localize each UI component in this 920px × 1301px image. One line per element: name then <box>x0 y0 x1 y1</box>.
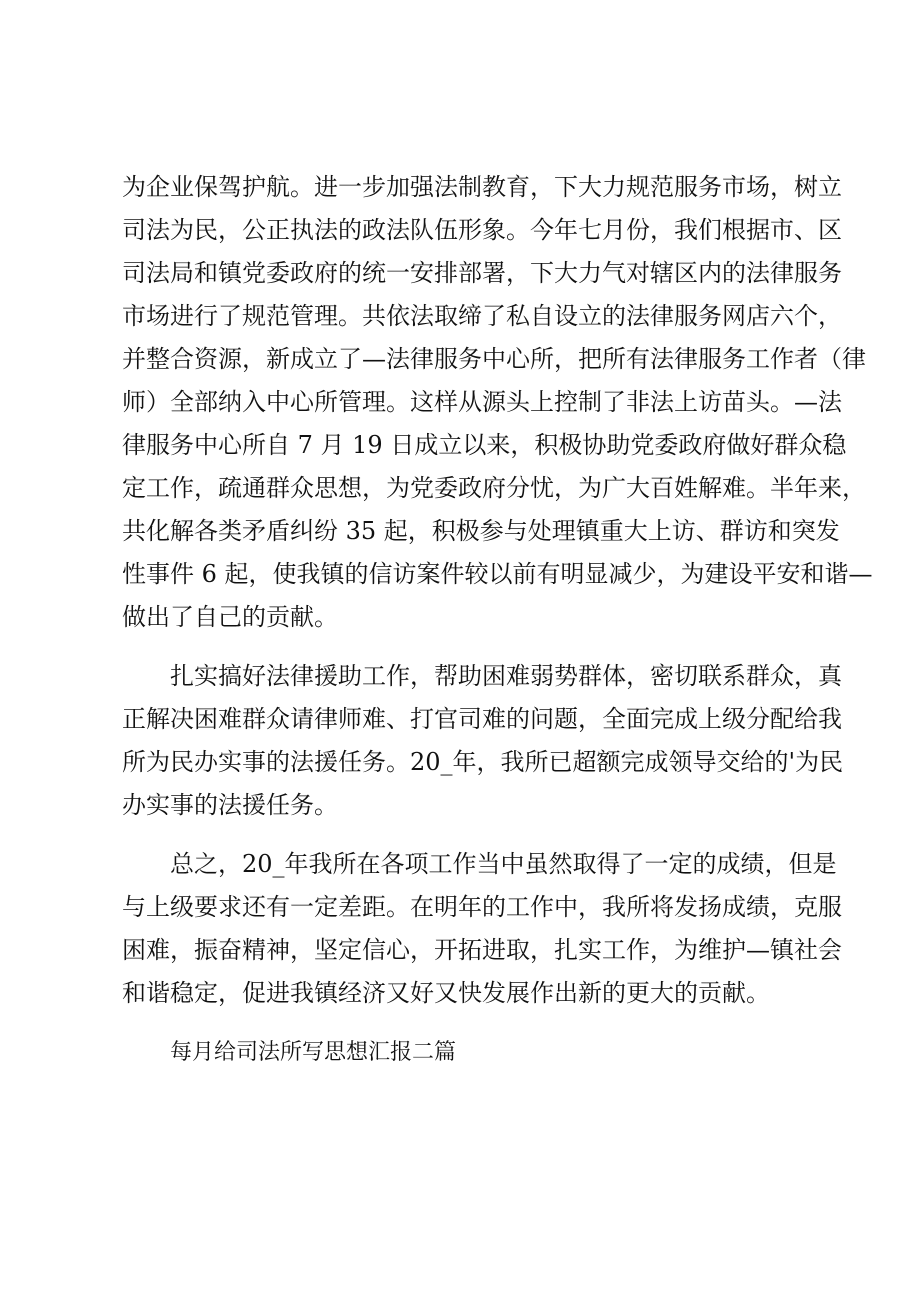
text-line: 司法为民，公正执法的政法队伍形象。今年七月份，我们根据市、区 <box>122 216 842 244</box>
paragraph-gap <box>122 1015 822 1031</box>
paragraph-2 <box>122 655 844 827</box>
text-line: 律服务中心所自 7 月 19 日成立以来，积极协助党委政府做好群众稳 <box>122 431 847 459</box>
text-line: 所为民办实事的法援任务。20_年，我所已超额完成领导交给的'为民 <box>122 748 844 776</box>
text-line: 司法局和镇党委政府的统一安排部署，下大力气对辖区内的法律服务 <box>122 259 842 287</box>
text-line: 办实事的法援任务。 <box>122 791 338 819</box>
section-heading: 每月给司法所写思想汇报二篇 <box>170 1040 457 1065</box>
text-line: 并整合资源，新成立了—法律服务中心所，把所有法律服务工作者（律 <box>122 345 866 373</box>
text-line: 总之，20_年我所在各项工作当中虽然取得了一定的成绩，但是 <box>170 850 837 878</box>
paragraph-gap <box>122 827 822 843</box>
text-line: 定工作，疏通群众思想，为党委政府分忧，为广大百姓解难。半年来， <box>122 474 866 502</box>
text-line: 为企业保驾护航。进一步加强法制教育，下大力规范服务市场，树立 <box>122 173 842 201</box>
text-line: 共化解各类矛盾纠纷 35 起，积极参与处理镇重大上访、群访和突发 <box>122 517 840 545</box>
text-line: 做出了自己的贡献。 <box>122 603 338 631</box>
paragraph-gap <box>122 639 822 655</box>
text-line: 市场进行了规范管理。共依法取缔了私自设立的法律服务网店六个， <box>122 302 842 330</box>
text-line: 困难，振奋精神，坚定信心，开拓进取，扎实工作，为维护—镇社会 <box>122 936 842 964</box>
text-line: 正解决困难群众请律师难、打官司难的问题，全面完成上级分配给我 <box>122 705 842 733</box>
text-line: 与上级要求还有一定差距。在明年的工作中，我所将发扬成绩，克服 <box>122 893 842 921</box>
text-line: 师）全部纳入中心所管理。这样从源头上控制了非法上访苗头。—法 <box>122 388 842 416</box>
paragraph-1 <box>122 166 873 639</box>
paragraph-3 <box>122 843 842 1015</box>
text-line: 和谐稳定，促进我镇经济又好又快发展作出新的更大的贡献。 <box>122 979 770 1007</box>
document-body <box>122 166 873 1074</box>
text-line: 扎实搞好法律援助工作，帮助困难弱势群体，密切联系群众，真 <box>170 662 842 690</box>
text-line: 性事件 6 起，使我镇的信访案件较以前有明显减少，为建设平安和谐— <box>122 560 873 588</box>
